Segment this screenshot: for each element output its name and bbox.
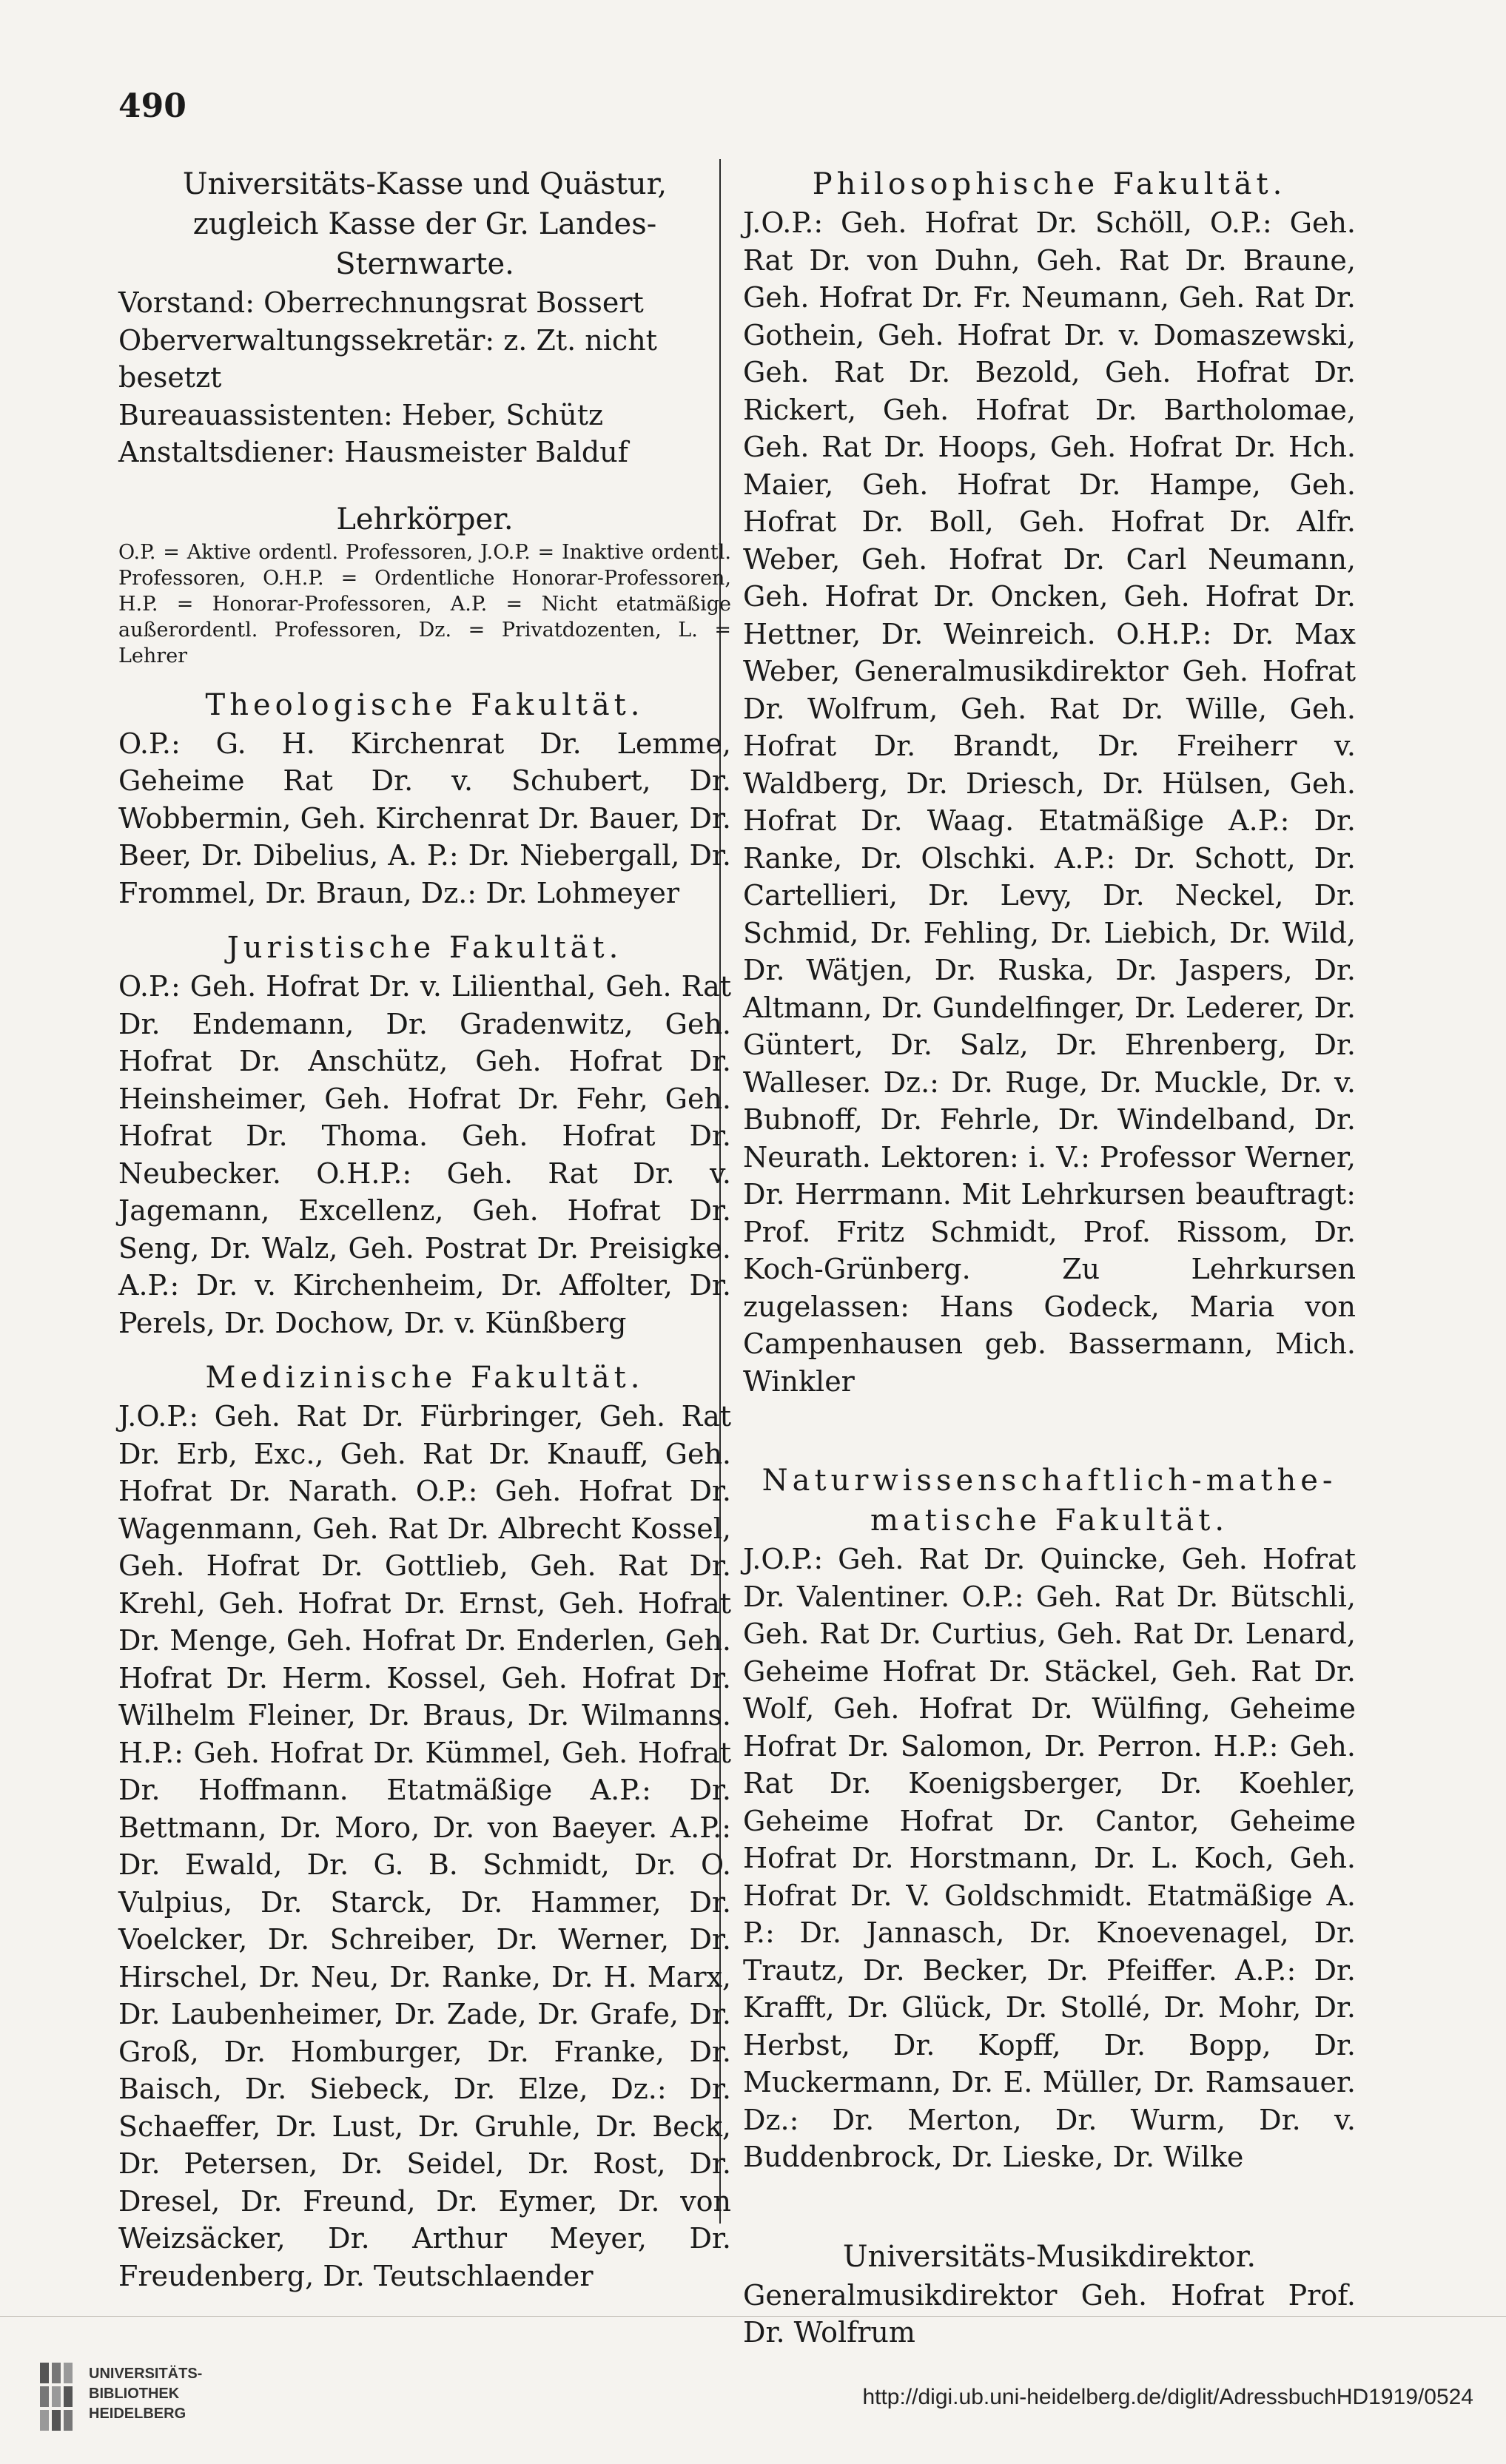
logo-line-2: BIBLIOTHEK	[89, 2386, 180, 2402]
section-lehrkoerper	[118, 499, 731, 669]
page-footer	[0, 2316, 1506, 2464]
section-jura	[118, 928, 731, 1342]
library-logo-icon	[37, 2360, 81, 2434]
kasse-line-vorstand: Vorstand: Oberrechnungsrat Bossert	[118, 286, 644, 319]
logo-line-3: HEIDELBERG	[89, 2406, 186, 2422]
musik-text: Generalmusikdirektor Geh. Hofrat Prof. Dr. Wolfrum	[743, 2278, 1356, 2349]
logo-line-1: UNIVERSITÄTS-	[89, 2366, 203, 2382]
lehrkoerper-heading: Lehrkörper.	[336, 502, 514, 536]
jura-heading: Juristische Fakultät.	[226, 931, 623, 965]
kasse-heading-2: zugleich Kasse der Gr. Landes-Sternwarte.	[192, 207, 657, 281]
theologie-text: O.P.: G. H. Kirchenrat Dr. Lemme, Geheime Rat Dr. v. Schubert, Dr. Wobbermin, Geh. Kirchenrat Dr. Bauer, Dr. Beer, Dr. Dibelius, A. P.: Dr. Niebergall, Dr. Frommel, Dr. Braun, Dz.: Dr. Lohmeyer	[118, 727, 731, 909]
section-philosophie	[743, 164, 1356, 1400]
section-kasse	[118, 164, 731, 471]
section-naturwissenschaft	[743, 1461, 1356, 2176]
naturwissenschaft-heading-1: Naturwissenschaftlich-mathe-	[762, 1464, 1337, 1498]
abbreviation-legend: O.P. = Aktive ordentl. Professoren, J.O.P. = Inaktive ordentl. Professoren, O.H.P. = Ordentliche Honorar-Professoren, H.P. = Honorar-Professoren, A.P. = Nicht etatmäßige außerordentl. Professoren, Dz. = Privatdozenten, L. = Lehrer	[118, 540, 731, 667]
section-medizin	[118, 1358, 731, 2295]
philosophie-heading: Philosophische Fakultät.	[812, 167, 1287, 201]
kasse-line-diener: Anstaltsdiener: Hausmeister Balduf	[118, 436, 628, 468]
library-logo	[37, 2360, 203, 2441]
naturwissenschaft-heading-2: matische Fakultät.	[870, 1504, 1229, 1538]
page-number: 490	[118, 87, 186, 125]
theologie-heading: Theologische Fakultät.	[205, 687, 645, 722]
kasse-line-sekretaer: Oberverwaltungssekretär: z. Zt. nicht besetzt	[118, 323, 657, 394]
medizin-heading: Medizinische Fakultät.	[205, 1361, 645, 1395]
jura-text: O.P.: Geh. Hofrat Dr. v. Lilienthal, Geh. Rat Dr. Endemann, Dr. Gradenwitz, Geh. Hofrat Dr. Anschütz, Geh. Hofrat Dr. Heinsheimer, Geh. Hofrat Dr. Fehr, Geh. Hofrat Dr. Thoma. Geh. Hofrat Dr. Neubecker. O.H.P.: Geh. Rat Dr. v. Jagemann, Excellenz, Geh. Hofrat Dr. Seng, Dr. Walz, Geh. Postrat Dr. Preisigke. A.P.: Dr. v. Kirchenheim, Dr. Affolter, Dr. Perels, Dr. Dochow, Dr. v. Künßberg	[118, 970, 731, 1339]
kasse-heading-1: Universitäts-Kasse und Quästur,	[182, 167, 668, 201]
philosophie-text: J.O.P.: Geh. Hofrat Dr. Schöll, O.P.: Geh. Rat Dr. von Duhn, Geh. Rat Dr. Braune, Geh. Hofrat Dr. Fr. Neumann, Geh. Rat Dr. Gothein, Geh. Hofrat Dr. v. Domaszewski, Geh. Rat Dr. Bezold, Geh. Hofrat Dr. Rickert, Geh. Hofrat Dr. Bartholomae, Geh. Rat Dr. Hoops, Geh. Hofrat Dr. Hch. Maier, Geh. Hofrat Dr. Hampe, Geh. Hofrat Dr. Boll, Geh. Hofrat Dr. Alfr. Weber, Geh. Hofrat Dr. Carl Neumann, Geh. Hofrat Dr. Oncken, Geh. Hofrat Dr. Hettner, Dr. Weinreich. O.H.P.: Dr. Max Weber, Generalmusikdirektor Geh. Hofrat Dr. Wolfrum, Geh. Rat Dr. Wille, Geh. Hofrat Dr. Brandt, Dr. Freiherr v. Waldberg, Dr. Driesch, Dr. Hülsen, Geh. Hofrat Dr. Waag. Etatmäßige A.P.: Dr. Ranke, Dr. Olschki. A.P.: Dr. Schott, Dr. Cartellieri, Dr. Levy, Dr. Neckel, Dr. Schmid, Dr. Fehling, Dr. Liebich, Dr. Wild, Dr. Wätjen, Dr. Ruska, Dr. Jaspers, Dr. Altmann, Dr. Gundelfinger, Dr. Lederer, Dr. Güntert, Dr. Salz, Dr. Ehrenberg, Dr. Walleser. Dz.: Dr. Ruge, Dr. Muckle, Dr. v. Bubnoff, Dr. Fehrle, Dr. Windelband, Dr. Neurath. Lektoren: i. V.: Professor Werner, Dr. Herrmann. Mit Lehrkursen beauftragt: Prof. Fritz Schmidt, Prof. Rissom, Dr. Koch-Grünberg. Zu Lehrkursen zugelassen: Hans Godeck, Maria von Campenhausen geb. Bassermann, Mich. Winkler	[743, 206, 1356, 1398]
section-theologie	[118, 685, 731, 912]
musik-heading: Universitäts-Musikdirektor.	[842, 2239, 1257, 2274]
kasse-line-assistenten: Bureauassistenten: Heber, Schütz	[118, 398, 603, 431]
left-column	[118, 164, 731, 2295]
library-logo-text	[89, 2364, 202, 2424]
right-column	[743, 164, 1356, 2352]
naturwissenschaft-text: J.O.P.: Geh. Rat Dr. Quincke, Geh. Hofrat Dr. Valentiner. O.P.: Geh. Rat Dr. Bütschli, Geh. Rat Dr. Curtius, Geh. Rat Dr. Lenard, Geheime Hofrat Dr. Stäckel, Geh. Rat Dr. Wolf, Geh. Hofrat Dr. Wülfing, Geheime Hofrat Dr. Salomon, Dr. Perron. H.P.: Geh. Rat Dr. Koenigsberger, Dr. Koehler, Geheime Hofrat Dr. Cantor, Geheime Hofrat Dr. Horstmann, Dr. L. Koch, Geh. Hofrat Dr. V. Goldschmidt. Etatmäßige A. P.: Dr. Jannasch, Dr. Knoevenagel, Dr. Trautz, Dr. Becker, Dr. Pfeiffer. A.P.: Dr. Krafft, Dr. Glück, Dr. Stollé, Dr. Mohr, Dr. Herbst, Dr. Kopff, Dr. Bopp, Dr. Muckermann, Dr. E. Müller, Dr. Ramsauer. Dz.: Dr. Merton, Dr. Wurm, Dr. v. Buddenbrock, Dr. Lieske, Dr. Wilke	[743, 1543, 1356, 2173]
medizin-text: J.O.P.: Geh. Rat Dr. Fürbringer, Geh. Rat Dr. Erb, Exc., Geh. Rat Dr. Knauff, Geh. Hofrat Dr. Narath. O.P.: Geh. Hofrat Dr. Wagenmann, Geh. Rat Dr. Albrecht Kossel, Geh. Hofrat Dr. Gottlieb, Geh. Rat Dr. Krehl, Geh. Hofrat Dr. Ernst, Geh. Hofrat Dr. Menge, Geh. Hofrat Dr. Enderlen, Geh. Hofrat Dr. Herm. Kossel, Geh. Hofrat Dr. Wilhelm Fleiner, Dr. Braus, Dr. Wilmanns. H.P.: Geh. Hofrat Dr. Kümmel, Geh. Hofrat Dr. Hoffmann. Etatmäßige A.P.: Dr. Bettmann, Dr. Moro, Dr. von Baeyer. A.P.: Dr. Ewald, Dr. G. B. Schmidt, Dr. O. Vulpius, Dr. Starck, Dr. Hammer, Dr. Voelcker, Dr. Schreiber, Dr. Werner, Dr. Hirschel, Dr. Neu, Dr. Ranke, Dr. H. Marx, Dr. Laubenheimer, Dr. Zade, Dr. Grafe, Dr. Groß, Dr. Homburger, Dr. Franke, Dr. Baisch, Dr. Siebeck, Dr. Elze, Dz.: Dr. Schaeffer, Dr. Lust, Dr. Gruhle, Dr. Beck, Dr. Petersen, Dr. Seidel, Dr. Rost, Dr. Dresel, Dr. Freund, Dr. Eymer, Dr. von Weizsäcker, Dr. Arthur Meyer, Dr. Freudenberg, Dr. Teutschlaender	[118, 1400, 731, 2292]
source-url-link[interactable]: http://digi.ub.uni-heidelberg.de/diglit/AdressbuchHD1919/0524	[862, 2385, 1473, 2409]
